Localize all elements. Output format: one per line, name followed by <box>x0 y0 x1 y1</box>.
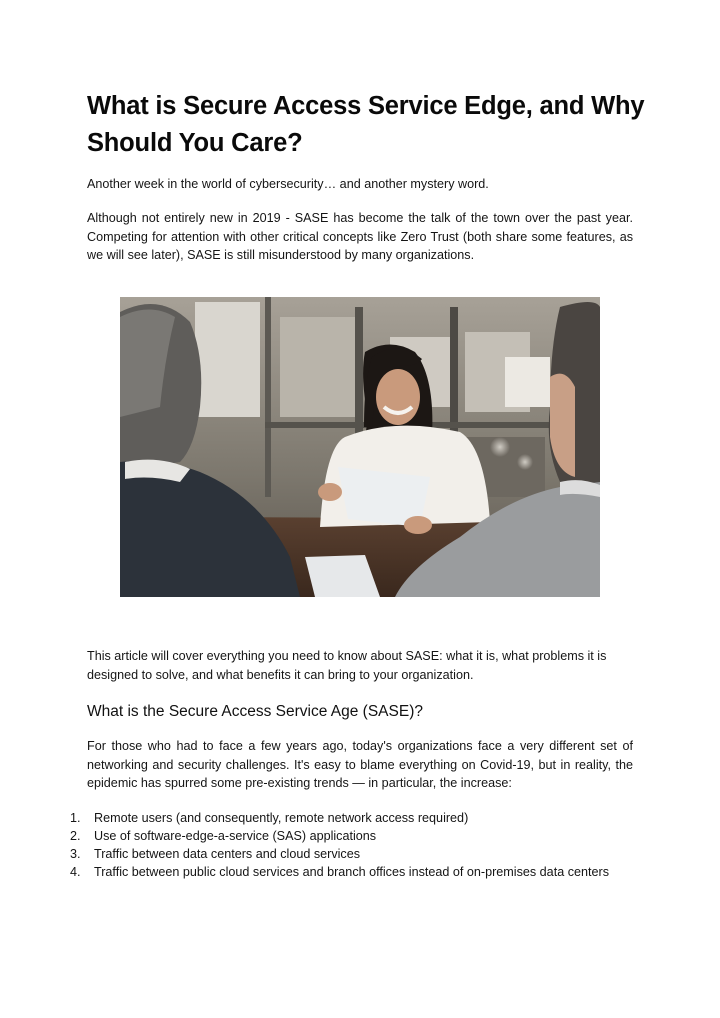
list-item <box>70 809 609 827</box>
trends-list <box>70 809 609 881</box>
section-heading: What is the Secure Access Service Age (SASE)? <box>87 703 423 720</box>
scope-paragraph: This article will cover everything you need to know about SASE: what it is, what problems it is designed to solve, and what benefits it can bring to your organization. <box>87 649 607 682</box>
context-paragraph: Although not entirely new in 2019 - SASE has become the talk of the town over the past year. Competing for attention with other critical concepts like Zero Trust (both share some features, as we will see later), SASE is still misunderstood by many organizations. <box>87 211 633 262</box>
list-item-text: Use of software-edge-a-service (SAS) applications <box>94 829 377 843</box>
list-number: 3. <box>70 847 81 861</box>
list-number: 1. <box>70 811 81 825</box>
list-item-text: Remote users (and consequently, remote network access required) <box>94 811 469 825</box>
list-item-text: Traffic between data centers and cloud services <box>94 847 361 861</box>
list-number: 4. <box>70 865 81 879</box>
list-number: 2. <box>70 829 81 843</box>
article-title: What is Secure Access Service Edge, and Why Should You Care? <box>87 92 645 157</box>
list-item <box>70 845 609 863</box>
list-item-text: Traffic between public cloud services and branch offices instead of on-premises data centers <box>94 865 609 879</box>
list-item <box>70 863 609 881</box>
interview-photo <box>120 297 600 597</box>
intro-paragraph: Another week in the world of cybersecurity… and another mystery word. <box>87 177 489 191</box>
section-paragraph: For those who had to face a few years ago, today's organizations face a very different set of networking and security challenges. It's easy to blame everything on Covid-19, but in reality, the epidemic has spurred some pre-existing trends — in particular, the increase: <box>87 739 633 790</box>
list-item <box>70 827 609 845</box>
